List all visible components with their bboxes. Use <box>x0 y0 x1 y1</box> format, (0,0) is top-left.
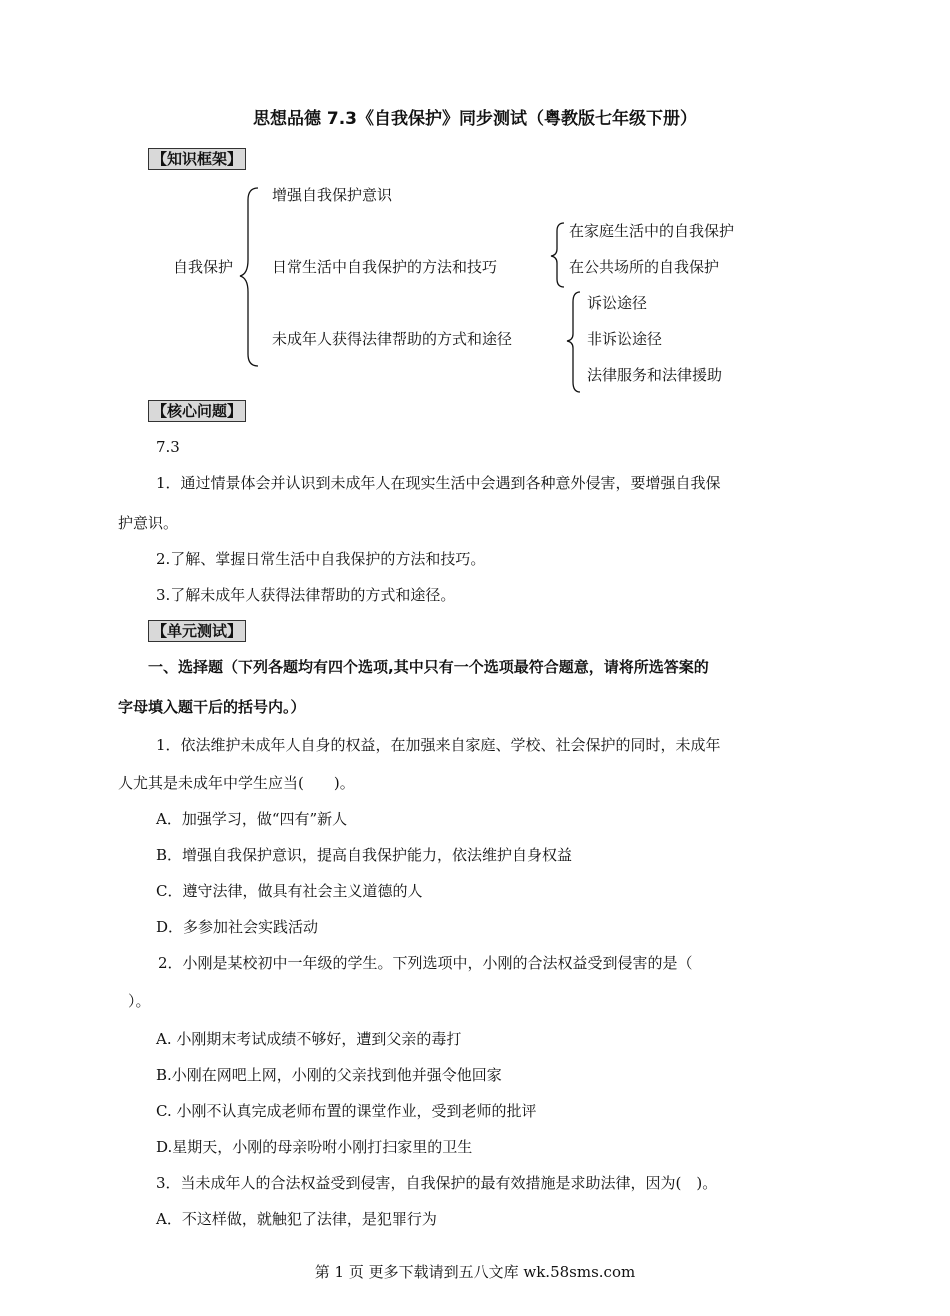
core-item-2: 2.了解、掌握日常生活中自我保护的方法和技巧。 <box>156 550 486 568</box>
question-3-line-1: 3．当未成年人的合法权益受到侵害，自我保护的最有效措施是求助法律，因为( )。 <box>156 1174 718 1192</box>
framework-root: 自我保护 <box>173 258 234 276</box>
question-2-option-d: D.星期天，小刚的母亲吩咐小刚打扫家里的卫生 <box>156 1138 473 1156</box>
question-1-line-1: 1．依法维护未成年人自身的权益，在加强来自家庭、学校、社会保护的同时，未成年 <box>156 736 721 754</box>
framework-branch-1: 增强自我保护意识 <box>272 186 393 204</box>
framework-sub-nonlitigation: 非诉讼途径 <box>587 330 663 348</box>
framework-root-brace <box>238 186 262 370</box>
question-2-line-1: 2．小刚是某校初中一年级的学生。下列选项中，小刚的合法权益受到侵害的是（ <box>158 954 693 972</box>
test-heading-line-2: 字母填入题干后的括号内。） <box>118 698 306 716</box>
question-2-line-2: ）。 <box>128 992 151 1010</box>
page-title: 思想品德 7.3《自我保护》同步测试（粤教版七年级下册） <box>252 109 698 129</box>
question-2-option-a: A. 小刚期末考试成绩不够好，遭到父亲的毒打 <box>156 1030 462 1048</box>
test-heading-line-1: 一、选择题（下列各题均有四个选项,其中只有一个选项最符合题意，请将所选答案的 <box>148 658 709 676</box>
question-2-option-c: C. 小刚不认真完成老师布置的课堂作业，受到老师的批评 <box>156 1102 537 1120</box>
core-item-3: 3.了解未成年人获得法律帮助的方式和途径。 <box>156 586 456 604</box>
question-1-option-d: D．多参加社会实践活动 <box>156 918 319 936</box>
question-1-option-c: C．遵守法律，做具有社会主义道德的人 <box>156 882 423 900</box>
section-label-test: 【单元测试】 <box>148 620 246 642</box>
framework-sub-litigation: 诉讼途径 <box>587 294 648 312</box>
question-1-option-a: A．加强学习，做“四有”新人 <box>156 810 348 828</box>
framework-sub-public: 在公共场所的自我保护 <box>569 258 720 276</box>
question-3-option-a: A．不这样做，就触犯了法律，是犯罪行为 <box>156 1210 437 1228</box>
core-lesson-number: 7.3 <box>156 438 180 456</box>
core-item-1-line-2: 护意识。 <box>118 514 179 532</box>
framework-methods-brace <box>549 221 567 289</box>
framework-sub-legal-aid: 法律服务和法律援助 <box>587 366 723 384</box>
question-2-option-b: B.小刚在网吧上网，小刚的父亲找到他并强令他回家 <box>156 1066 502 1084</box>
framework-legal-brace <box>565 290 583 394</box>
framework-branch-3: 未成年人获得法律帮助的方式和途径 <box>272 330 513 348</box>
question-1-option-b: B．增强自我保护意识，提高自我保护能力，依法维护自身权益 <box>156 846 573 864</box>
framework-sub-home: 在家庭生活中的自我保护 <box>569 222 735 240</box>
page-footer: 第 1 页 更多下载请到五八文库 wk.58sms.com <box>314 1263 636 1281</box>
framework-branch-2: 日常生活中自我保护的方法和技巧 <box>272 258 498 276</box>
question-1-line-2: 人尤其是未成年中学生应当( )。 <box>118 774 355 792</box>
core-item-1-line-1: 1．通过情景体会并认识到未成年人在现实生活中会遇到各种意外侵害，要增强自我保 <box>156 474 721 492</box>
section-label-framework: 【知识框架】 <box>148 148 246 170</box>
section-label-core: 【核心问题】 <box>148 400 246 422</box>
